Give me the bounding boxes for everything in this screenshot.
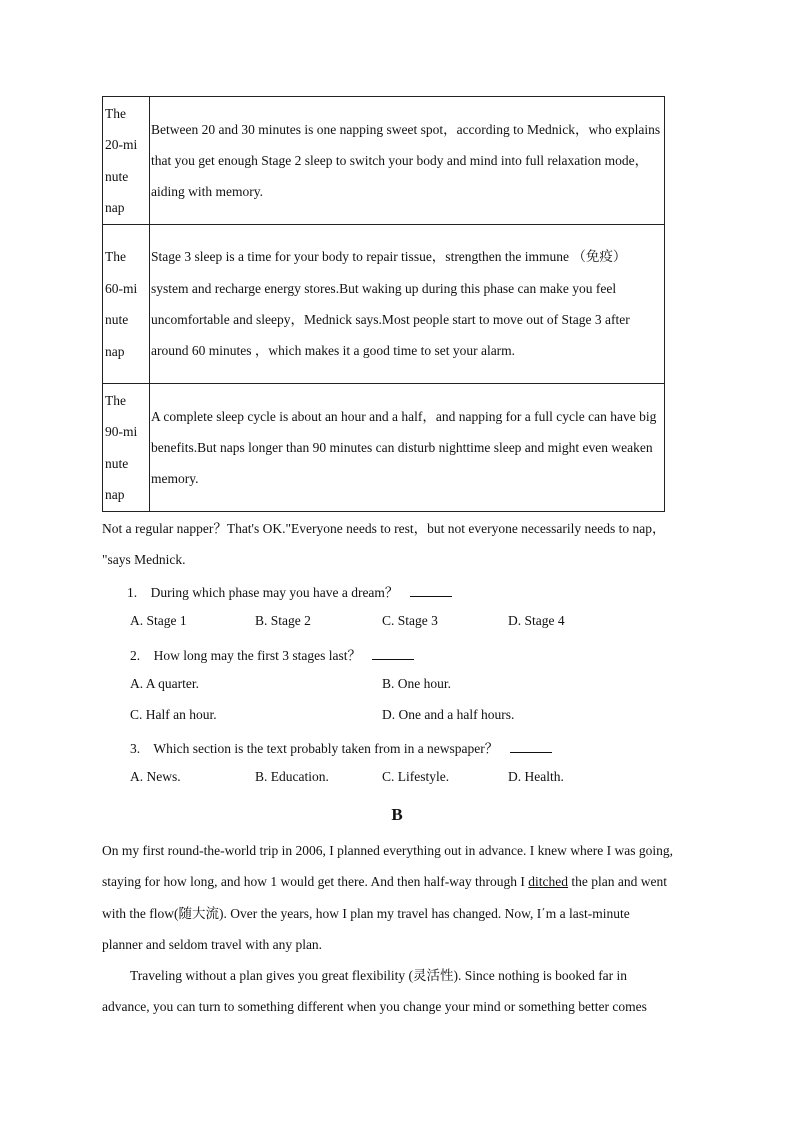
row-description: A complete sleep cycle is about an hour and a half，and napping for a full cycle can have big benefits.But naps longer than 90 minutes can disturb nighttime sleep and might even weaken memory. [150, 384, 665, 512]
option-2c[interactable]: C. Half an hour. [130, 707, 217, 722]
row-description: Between 20 and 30 minutes is one napping sweet spot，according to Mednick，who explains that you get enough Stage 2 sleep to switch your body and mind into full relaxation mode，aiding with memory. [150, 97, 665, 225]
option-3c[interactable]: C. Lifestyle. [382, 769, 450, 784]
answer-blank[interactable] [510, 740, 552, 753]
option-1a[interactable]: A. Stage 1 [130, 613, 187, 628]
option-3a[interactable]: A. News. [130, 769, 181, 784]
option-2b[interactable]: B. One hour. [382, 676, 452, 691]
row-label: The 90-mi nute nap [103, 384, 150, 512]
question-number: 1. [127, 585, 138, 600]
row-label: The 60-mi nute nap [103, 225, 150, 384]
option-2a[interactable]: A. A quarter. [130, 676, 200, 691]
question-2 [130, 644, 414, 664]
closing-paragraph: Not a regular napper？That's OK."Everyone needs to rest，but not everyone necessarily needs to nap， "says Mednick. [102, 521, 666, 568]
question-text: During which phase may you have a dream？ [150, 585, 399, 600]
section-b-paragraph-1: On my first round-the-world trip in 2006, I planned everything out in advance. I knew where I was going, staying for how long, and how 1 would get there. And then half-way through I ditched the plan and went with the flow(随大流). Over the years, how I plan my travel has changed. Now, I΄m a last-minute planner and seldom travel with any plan. [102, 843, 673, 952]
row-description: Stage 3 sleep is a time for your body to repair tissue，strengthen the immune （免疫）system and recharge energy stores.But waking up during this phase can make you feel uncomfortable and sleepy，Mednick says.Most people start to move out of Stage 3 after around 60 minutes ，which makes it a good time to set your alarm. [150, 225, 665, 384]
row-label: The 20-mi nute nap [103, 97, 150, 225]
section-b-paragraph-2: Traveling without a plan gives you great flexibility (灵活性). Since nothing is booked far in advance, you can turn to something different when you change your mind or something better comes [102, 968, 647, 1015]
option-1c[interactable]: C. Stage 3 [382, 613, 438, 628]
option-1b[interactable]: B. Stage 2 [255, 613, 311, 628]
answer-blank[interactable] [410, 584, 452, 597]
table-row-20-minute-nap [103, 97, 665, 225]
section-b-heading: B [391, 805, 403, 824]
nap-types-table [102, 96, 665, 512]
question-number: 2. [130, 648, 141, 663]
underlined-word-ditched: ditched [528, 874, 569, 890]
question-number: 3. [130, 741, 141, 756]
table-row-90-minute-nap [103, 384, 665, 512]
option-3d[interactable]: D. Health. [508, 769, 564, 784]
option-2d[interactable]: D. One and a half hours. [382, 707, 515, 722]
question-3 [130, 737, 552, 757]
option-3b[interactable]: B. Education. [255, 769, 329, 784]
table-row-60-minute-nap [103, 225, 665, 384]
question-1 [127, 581, 452, 601]
option-1d[interactable]: D. Stage 4 [508, 613, 565, 628]
answer-blank[interactable] [372, 647, 414, 660]
question-text: Which section is the text probably taken from in a newspaper？ [153, 741, 499, 756]
question-text: How long may the first 3 stages last？ [153, 648, 361, 663]
